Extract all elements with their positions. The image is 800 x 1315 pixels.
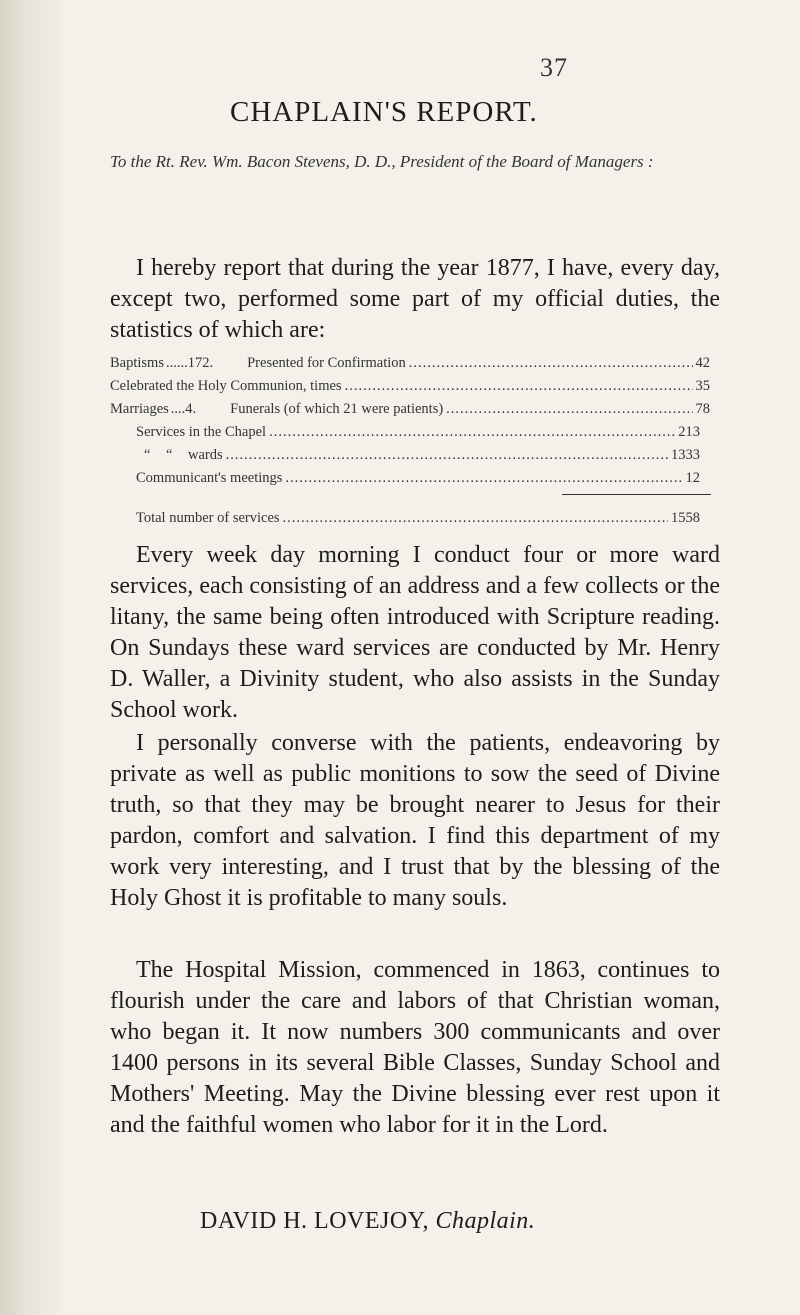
signature-role: Chaplain.	[435, 1208, 536, 1234]
page-number: 37	[540, 53, 568, 82]
paragraph-ward-services	[110, 540, 720, 726]
stat-row-baptisms: Baptisms ...... 172. Presented for Confirmation ..... 42	[110, 355, 710, 379]
chapel-label: Services in the Chapel	[136, 424, 267, 440]
stat-row-communion	[110, 378, 710, 402]
ditto-mark-2: “	[166, 447, 173, 463]
funerals-value: 78	[695, 401, 710, 417]
total-value: 1558	[671, 510, 700, 526]
report-title: CHAPLAIN'S REPORT.	[230, 96, 538, 128]
stat-row-chapel	[136, 424, 700, 448]
intro-paragraph	[110, 253, 720, 346]
communion-label: Celebrated the Holy Communion, times	[110, 378, 342, 394]
communion-value: 35	[695, 378, 710, 394]
confirmation-label: Presented for Confirmation	[247, 355, 406, 371]
stat-row-meetings	[136, 470, 700, 494]
address-line: To the Rt. Rev. Wm. Bacon Stevens, D. D., President of the Board of Managers :	[110, 152, 654, 171]
paragraph-personal-converse	[110, 728, 720, 914]
total-label: Total number of services	[136, 510, 280, 526]
wards-label: wards	[188, 447, 223, 463]
funerals-label: Funerals (of which 21 were patients)	[230, 401, 444, 417]
meetings-value: 12	[685, 470, 700, 486]
ditto-mark-1: “	[144, 447, 151, 463]
stat-row-total	[136, 510, 700, 534]
baptisms-value: 172.	[187, 355, 214, 371]
paragraph-hospital-mission	[110, 955, 720, 1141]
wards-value: 1333	[671, 447, 700, 463]
confirmation-value: 42	[695, 355, 710, 371]
signature-name: DAVID H. LOVEJOY,	[200, 1208, 429, 1234]
signature	[200, 1208, 535, 1235]
paragraph-2-text: Every week day morning I conduct four or more ward services, each consisting of an address and a few collects or the litany, the same being often introduced with Scripture reading. On Sundays these ward services are conducted by Mr. Henry D. Waller, a Divinity student, who also assists in the Sunday School work.	[110, 542, 720, 723]
marriages-label: Marriages	[110, 401, 169, 417]
meetings-label: Communicant's meetings	[136, 470, 283, 486]
paragraph-3-text: I personally converse with the patients, endeavoring by private as well as public monitions to sow the seed of Divine truth, so that they may be brought nearer to Jesus for their pardon, comfort and salvation. I find this department of my work very interesting, and I trust that by the blessing of the Holy Ghost it is profitable to many souls.	[110, 730, 720, 911]
stat-row-wards	[144, 447, 700, 471]
chapel-value: 213	[678, 424, 700, 440]
page-edge-shadow	[0, 0, 62, 1315]
stat-row-marriages: Marriages .... 4. Funerals (of which 21 were patients) ..... 78	[110, 401, 710, 425]
total-rule	[562, 494, 711, 495]
baptisms-label: Baptisms	[110, 355, 164, 371]
intro-text: I hereby report that during the year 1877, I have, every day, except two, performed some part of my official duties, the statistics of which are:	[110, 255, 720, 343]
paragraph-4-text: The Hospital Mission, commenced in 1863, continues to flourish under the care and labors of that Christian woman, who began it. It now numbers 300 communicants and over 1400 persons in its several Bible Classes, Sunday School and Mothers' Meeting. May the Divine blessing ever rest upon it and the faithful women who labor for it in the Lord.	[110, 957, 720, 1138]
marriages-value: 4.	[185, 401, 197, 417]
